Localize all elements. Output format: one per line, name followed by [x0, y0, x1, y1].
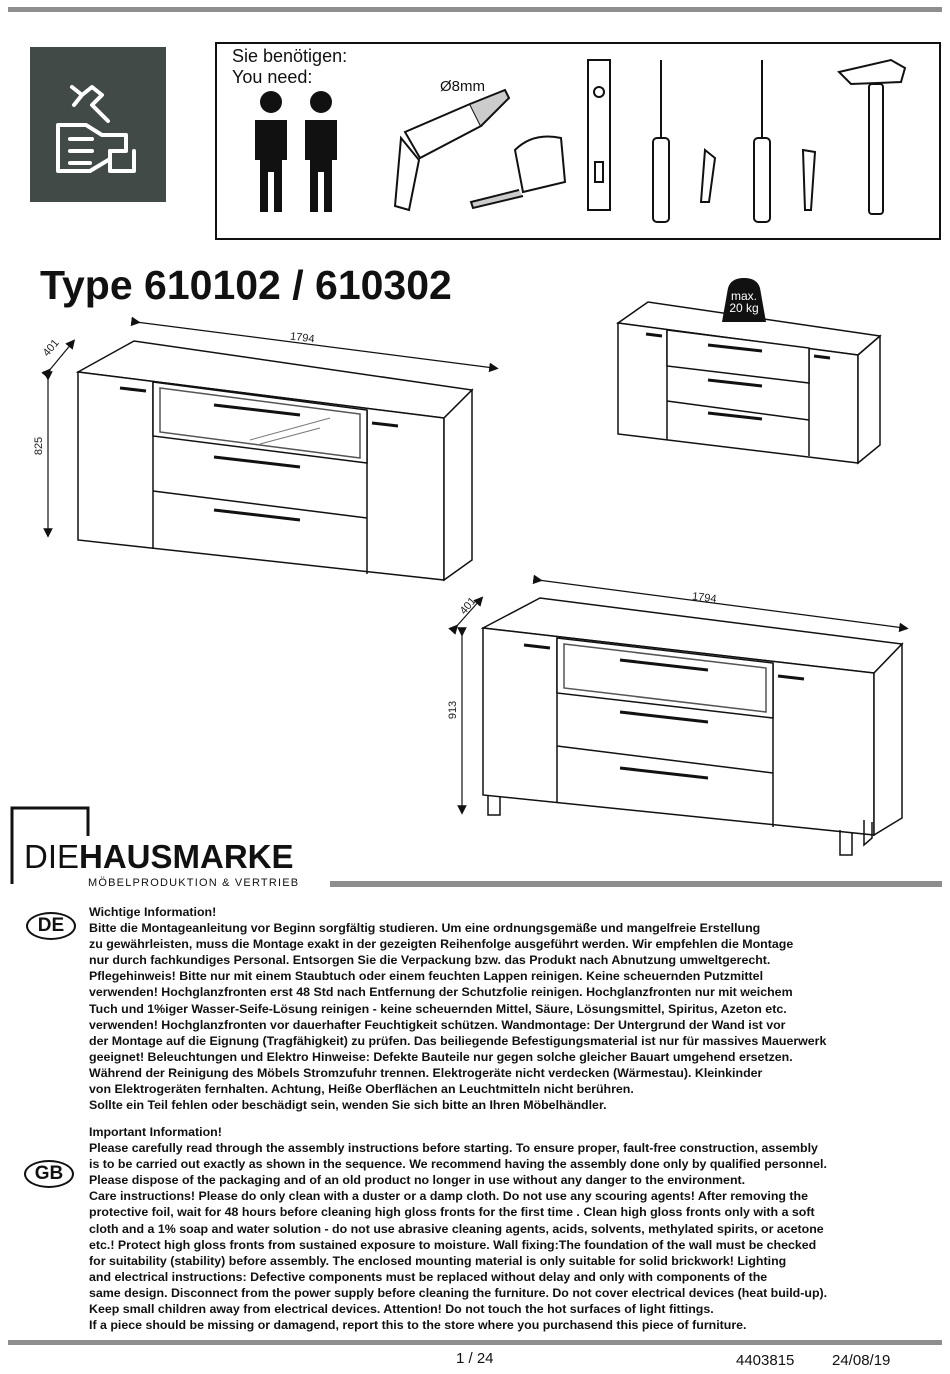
brand-name-bold: HAUSMARKE: [79, 838, 294, 875]
weight-limit-line1: max.: [730, 289, 757, 303]
badge-gb: GB: [24, 1160, 74, 1188]
sideboard-with-legs-drawing: [483, 598, 902, 855]
sideboard-large-drawing: [78, 341, 472, 580]
document-date: 24/08/19: [832, 1352, 891, 1369]
dim-depth-top: 401: [40, 337, 62, 359]
dim-width-bottom: 1794: [691, 590, 718, 606]
gb-line: is to be carried out exactly as shown in the sequence. We recommend having the assembly done only by qualified personnel.: [89, 1157, 827, 1172]
de-line: geeignet! Beleuchtungen und Elektro Hinweise: Defekte Bauteile nur gegen solche gleicher Bauart umgehend ersetzen.: [89, 1049, 793, 1064]
brand-name-light: DIE: [24, 838, 80, 875]
de-line: von Elektrogeräten fernhalten. Achtung, Heiße Oberflächen an Leuchtmitteln nicht berühren.: [89, 1082, 634, 1097]
gb-line: same design. Disconnect from the power supply before cleaning the furniture. Do not cover electrical devices (heat build-up).: [89, 1285, 828, 1300]
gb-line: Important Information!: [89, 1125, 222, 1139]
de-line: zu gewährleisten, muss die Montage exakt in der gezeigten Reihenfolge ausgeführt werden. Wir empfehlen die Montage: [89, 937, 794, 952]
dim-depth-bottom: 401: [457, 595, 479, 617]
info-gb: [89, 1124, 939, 1333]
de-line: Wichtige Information!: [89, 905, 217, 919]
info-de: [89, 904, 939, 1113]
de-line: Pflegehinweis! Bitte nur mit einem Staubtuch oder einem feuchten Lappen reinigen. Keine scheuernden Putzmittel: [89, 969, 764, 984]
gb-line: Please dispose of the packaging and of an old product no longer in use without any danger to the environment.: [89, 1173, 746, 1188]
gb-line: and electrical instructions: Defective components must be replaced without delay and only with components of the: [89, 1269, 768, 1284]
gb-line: Care instructions! Please do only clean with a duster or a damp cloth. Do not use any scouring agents! After removing the: [89, 1189, 809, 1204]
weight-limit-line2: 20 kg: [729, 301, 759, 315]
page-number: 1 / 24: [456, 1350, 494, 1367]
gb-line: If a piece should be missing or damagend, report this to the store where you purchasend this piece of furniture.: [89, 1318, 747, 1333]
weight-limit: [724, 290, 764, 314]
tools-label-en: You need:: [232, 67, 313, 87]
de-line: verwenden! Hochglanzfronten erst 48 Std nach Entfernung der Schutzfolie reinigen. Hochglanzfronten nur mit weichem: [89, 985, 793, 1000]
gb-line: for suitability (stability) before assembly. The enclosed mounting material is only suitable for solid brickwork! Lighting: [89, 1253, 787, 1268]
gb-line: etc.! Protect high gloss fronts from sustained exposure to moisture. Wall fixing:The foundation of the wall must be checked: [89, 1237, 817, 1252]
brand-tagline: MÖBELPRODUKTION & VERTRIEB: [88, 877, 300, 889]
de-line: Bitte die Montageanleitung vor Beginn sorgfältig studieren. Um eine ordnungsgemäße und mangelfreie Erstellung: [89, 921, 761, 936]
dim-height-top: 825: [33, 436, 46, 456]
document-number: 4403815: [736, 1352, 795, 1369]
drill-size-label: Ø8mm: [440, 78, 485, 95]
sideboard-small-drawing: [618, 302, 880, 463]
footer-rule: [8, 1340, 942, 1345]
badge-de: DE: [26, 912, 76, 940]
de-line: Während der Reinigung des Möbels Stromzufuhr trennen. Elektrogeräte nicht verdecken (Wärmestau). Kleinkinder: [89, 1065, 763, 1080]
de-line: nur durch fachkundiges Personal. Entsorgen Sie die Verpackung bzw. das Produkt nach Abnutzung umweltgerecht.: [89, 953, 771, 968]
de-line: verwenden! Hochglanzfronten vor dauerhafter Feuchtigkeit schützen. Wandmontage: Der Untergrund der Wand ist vor: [89, 1017, 786, 1032]
de-line: Tuch und 1%iger Wasser-Seife-Lösung reinigen - keine scheuernden Mittel, Säure, Lösungsmittel, Spiritus, Azeton etc.: [89, 1001, 787, 1016]
gb-line: protective foil, wait for 48 hours before cleaning high gloss fronts for the first time . Clean high gloss fronts only with a soft: [89, 1205, 815, 1220]
de-line: Sollte ein Teil fehlen oder beschädigt sein, wenden Sie sich bitte an Ihren Möbelhändler.: [89, 1098, 607, 1113]
gb-line: Keep small children away from electrical devices. Attention! Do not touch the hot surfaces of light fittings.: [89, 1302, 714, 1317]
brand-logo: [24, 840, 294, 874]
gb-line: cloth and a 1% soap and water solution - do not use abrasive cleaning agents, acids, solvents, methylated spirits, or acetone: [89, 1221, 824, 1236]
de-line: der Montage auf die Eignung (Tragfähigkeit) zu prüfen. Das beiliegende Befestigungsmaterial ist nur für massives Mauerwerk: [89, 1033, 827, 1048]
gb-line: Please carefully read through the assembly instructions before starting. To ensure proper, fault-free construction, assembly: [89, 1141, 818, 1156]
page-title: Type 610102 / 610302: [40, 262, 452, 308]
brand-rule: [330, 881, 942, 887]
tools-label-de: Sie benötigen:: [232, 46, 348, 66]
dim-width-top: 1794: [289, 330, 316, 346]
dim-height-bottom: 913: [447, 700, 460, 720]
